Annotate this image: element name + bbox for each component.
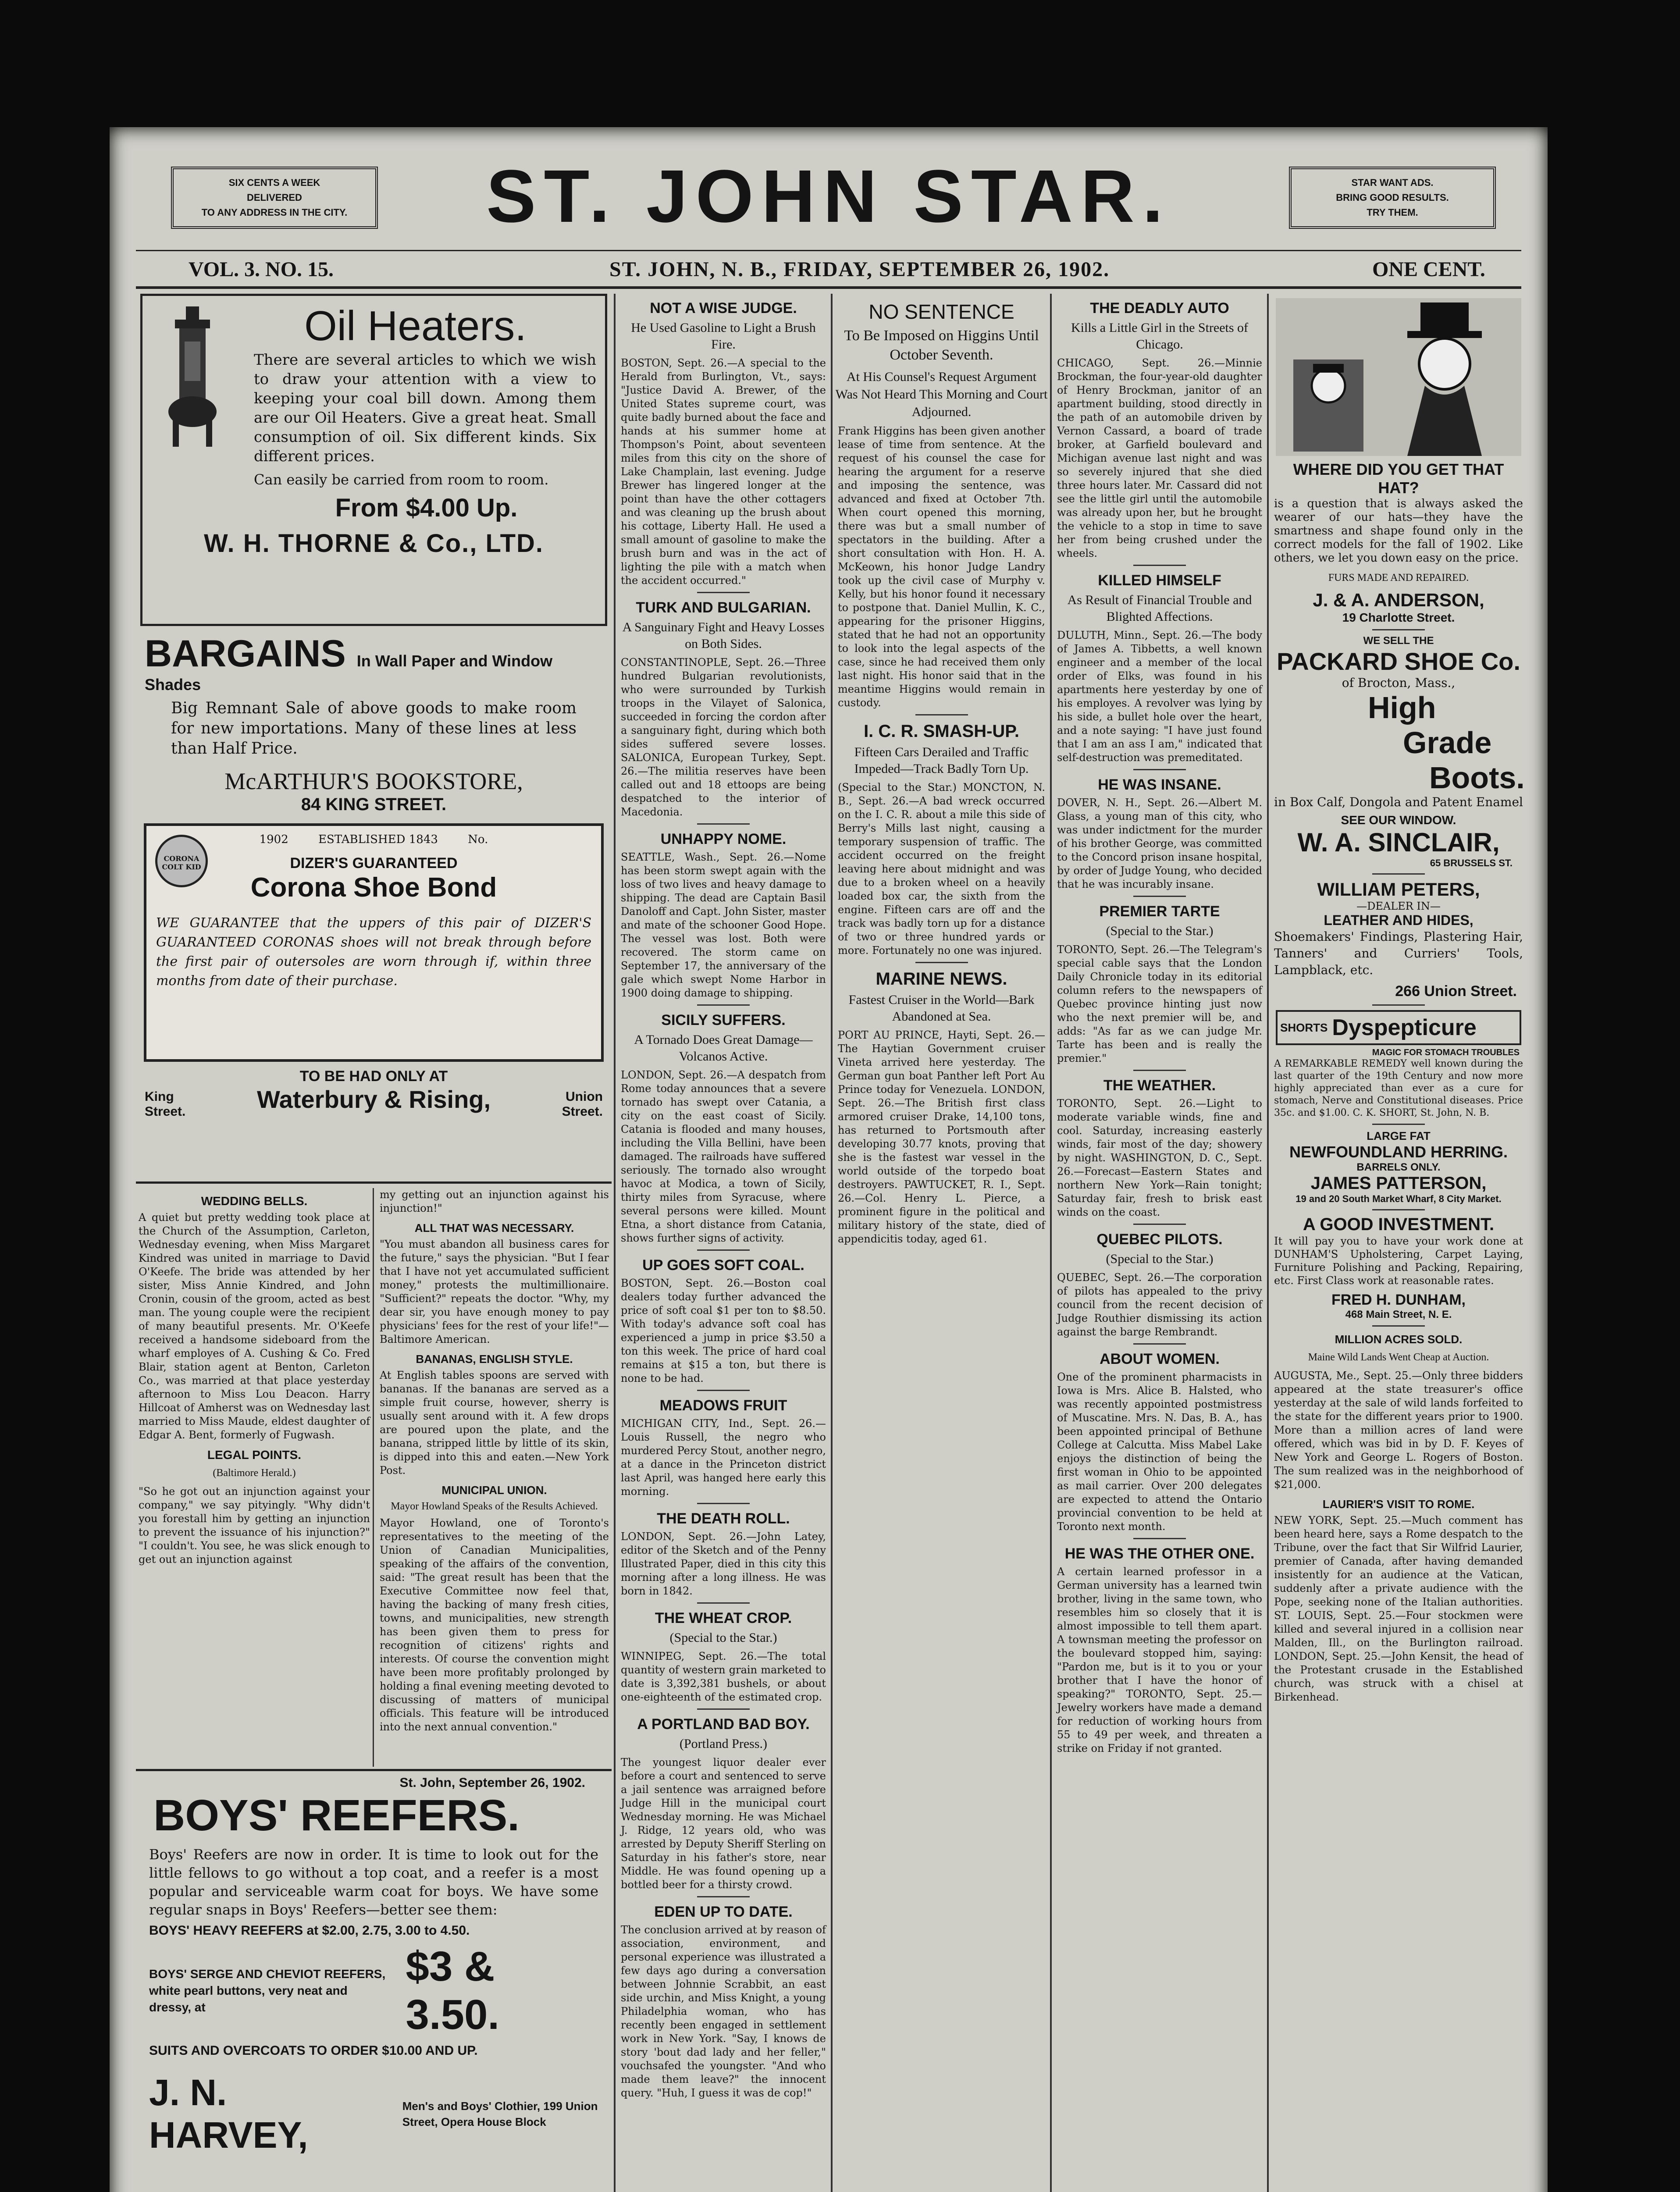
bond-seller-name: Waterbury & Rising, <box>256 1085 491 1113</box>
merchant-name: J. N. HARVEY, <box>149 2072 308 2156</box>
column-4-news <box>835 294 1048 2192</box>
article-head: At His Counsel's Request Argument Was Not Heard This Morning and Court Adjourned. <box>835 370 1048 419</box>
oil-heater-illustration <box>166 306 232 451</box>
article-head: Maine Wild Lands Went Cheap at Auction. <box>1308 1352 1489 1363</box>
column-rule <box>1050 294 1052 2192</box>
bond-number-label: No. <box>468 833 488 846</box>
article-title: THE DEATH ROLL. <box>657 1510 790 1527</box>
right-ear-line: BRING GOOD RESULTS. <box>1336 192 1449 203</box>
article-title: LAURIER'S VISIT TO ROME. <box>1322 1498 1475 1511</box>
peters-name: WILLIAM PETERS, <box>1317 879 1480 900</box>
reefers-line-1: BOYS' HEAVY REEFERS at $2.00, 2.75, 3.00 to 4.50. <box>149 1923 470 1938</box>
article-head: He Used Gasoline to Light a Brush Fire. <box>631 320 816 352</box>
reefers-date: St. John, September 26, 1902. <box>399 1776 585 1790</box>
article-title: QUEBEC PILOTS. <box>1096 1231 1223 1248</box>
dyspep-magic: MAGIC FOR STOMACH TROUBLES <box>1372 1048 1520 1057</box>
legal-points-source: (Baltimore Herald.) <box>213 1467 296 1479</box>
peters-address: 266 Union Street. <box>1395 983 1517 1000</box>
section-rule <box>136 1181 612 1184</box>
merchant-subtitle: Men's and Boys' Clothier, 199 Union Street, Opera House Block <box>402 2099 598 2128</box>
article-head: Kills a Little Girl in the Streets of Chicago. <box>1071 320 1249 352</box>
article-text: AUGUSTA, Me., Sept. 25.—Only three bidders appeared at the state treasurer's office yesterday at the sale of wild lands forfeited to the state for the different years prior to 1900. More than a million acres of land were offered, which was bid in by D. F. Keyes of New York and George L. Rogers of Boston. The sum realized was in the neighborhood of $21,000. <box>1274 1370 1523 1491</box>
bargains-subtitle: In Wall Paper and Window Shades <box>145 652 553 694</box>
hat-cartoon-illustration <box>1276 298 1521 456</box>
bargains-title: BARGAINS <box>145 633 346 675</box>
article-text: TORONTO, Sept. 26.—The Telegram's special cable says that the London Daily Chronicle today in its editorial column refers to the newspapers of Quebec province hinting just now who the next premier will be, and adds: "As far as we can judge Mr. Tarte has been and is really the premier." <box>1057 943 1262 1064</box>
bananas-text: At English tables spoons are served with bananas. If the bananas are served as a simple fruit course, however, sherry is usually sent around with it. A few drops are poured upon the plate, and the banana, stripped little by little of its skin, is dipped into this and eaten.—New York Post. <box>380 1369 609 1477</box>
article-head: (Special to the Star.) <box>1106 1252 1214 1266</box>
corona-colt-kid-badge: CORONA COLT KID <box>155 835 208 887</box>
bargains-text: Big Remnant Sale of above goods to make room for new importations. Many of these lines at less than Half Price. <box>171 699 577 758</box>
article-title: HE WAS THE OTHER ONE. <box>1064 1545 1255 1562</box>
hat-ad-sub: FURS MADE AND REPAIRED. <box>1328 572 1469 584</box>
oil-heaters-price: From $4.00 Up. <box>335 494 518 522</box>
article-title: I. C. R. SMASH-UP. <box>864 722 1019 741</box>
oil-heaters-text: There are several articles to which we wish to draw your attention with a view to keeping your coal bill down. Among them are our Oil Heaters. Give a great heat. Small consumption of oil. Six different kinds. Six different prices. <box>254 351 596 465</box>
oil-heaters-firm: W. H. THORNE & Co., LTD. <box>203 529 544 558</box>
article-text: CHICAGO, Sept. 26.—Minnie Brockman, the four-year-old daughter of Henry Brockman, janitor of an apartment building, stood directly in the path of an automobile driven by Vernon Cassard, a board of trade broker, at Garfield boulevard and Michigan avenue last night and was so severely injured that she died three hours later. Mr. Cassard did not see the little girl until the automobile was already upon her, but he brought the vehicle to a stop in time to save her from being crushed under the wheels. <box>1057 357 1262 559</box>
left-ear-line: SIX CENTS A WEEK <box>228 177 320 188</box>
herring-pre: LARGE FAT <box>1367 1129 1431 1142</box>
newspaper-title: ST. JOHN STAR. <box>486 155 1171 238</box>
reefers-text: Boys' Reefers are now in order. It is time to look out for the little fellows to go without a top coat, and a reefer is a most popular and serviceable warm coat for boys. We have some regular snaps in Boys' Reefers—better see them: <box>149 1846 598 1918</box>
herring-title: NEWFOUNDLAND HERRING. <box>1289 1143 1508 1161</box>
patterson-name: JAMES PATTERSON, <box>1310 1174 1487 1193</box>
dyspep-title: Dyspepticure <box>1332 1015 1477 1040</box>
article-text: SEATTLE, Wash., Sept. 26.—Nome has been storm swept again with the loss of two lives and heavy damage to shipping. The dead are Captain Basil Danoloff and Capt. John Sister, master and mate of the schooner Good Hope. The vessel was lost. Both were recovered. The storm came on September 17, the anniversary of the gale which swept Nome Harbor in 1900 doing damage to shipping. <box>621 851 826 999</box>
article-text: MICHIGAN CITY, Ind., Sept. 26.—Louis Russell, the negro who murdered Percy Stout, another negro, at a dance in the Princeton district last April, was hanged here early this morning. <box>621 1417 826 1498</box>
article-title: MILLION ACRES SOLD. <box>1335 1333 1463 1346</box>
packard-high: High <box>1368 690 1436 725</box>
hat-ad-text: is a question that is always asked the wearer of our hats—they have the smartness and shape found only in the correct models for the fall of 1902. Like others, we let you down easy on the price. <box>1274 497 1523 565</box>
article-text: DOVER, N. H., Sept. 26.—Albert M. Glass, a young man of this city, who was under indictment for the murder of his brother George, was committed to the Concord prison insane hospital, by order of Judge Young, who decided that he was incurably insane. <box>1057 797 1262 890</box>
shoe-bond-seller <box>136 1068 612 1120</box>
column-2-text <box>377 1188 612 1767</box>
section-rule <box>136 1769 612 1771</box>
municipal-union-head: Mayor Howland Speaks of the Results Achieved. <box>391 1501 598 1512</box>
article-title: THE DEADLY AUTO <box>1090 300 1229 317</box>
reefers-line-3: SUITS AND OVERCOATS TO ORDER $10.00 AND UP. <box>149 2043 478 2058</box>
column-3-news <box>618 294 829 2192</box>
column-rule <box>373 1188 374 1767</box>
article-text: LONDON, Sept. 26.—John Latey, editor of the Sketch and of the Penny Illustrated Paper, died in this city this morning after a long illness. He was born in 1842. <box>621 1530 826 1597</box>
article-text: The conclusion arrived at by reason of association, environment, and personal experience was illustrated a few days ago during a conversation between Johnnie Scrabbit, an east side urchin, and Miss Knight, a young Philadelphia woman, who has recently been engaged in settlement work in New York. "Say, I knows de story 'bout dad lady and her feller," vouchsafed the youngster. "And who made them leave?" the innocent query. "Huh, I guess it was de cop!" <box>621 1924 826 2099</box>
right-ear-line: STAR WANT ADS. <box>1351 177 1434 188</box>
bond-guarantee-text: WE GUARANTEE that the uppers of this pair of DIZER'S GUARANTEED CORONAS shoes will not break through before the first pair of outersoles are worn through if, within three months from date of their purchase. <box>156 915 591 989</box>
shoe-bond-ad <box>144 823 604 1062</box>
right-ear-line: TRY THEM. <box>1367 207 1418 218</box>
dyspep-text: A REMARKABLE REMEDY well known during the last quarter of the 19th Century and now more highly appreciated than ever as a cure for stomach, Nerve and Constitutional diseases. Price 35c. and $1.00. C. K. SHORT, St. John, N. B. <box>1274 1058 1523 1118</box>
article-title: NOT A WISE JUDGE. <box>650 300 797 317</box>
dunham-name: FRED H. DUNHAM, <box>1331 1292 1466 1308</box>
bananas-title: BANANAS, ENGLISH STYLE. <box>416 1352 573 1366</box>
article-head: (Special to the Star.) <box>669 1630 777 1645</box>
article-text: WINNIPEG, Sept. 26.—The total quantity of western grain marketed to date is 3,392,381 bushels, or about one-eighteenth of the estimated crop. <box>621 1650 826 1703</box>
oil-heaters-carry: Can easily be carried from room to room. <box>254 471 549 488</box>
packard-boots: Boots. <box>1429 761 1525 795</box>
issue-date: ST. JOHN, N. B., FRIDAY, SEPTEMBER 26, 1902. <box>609 258 1110 281</box>
legal-points-title: LEGAL POINTS. <box>207 1448 302 1462</box>
volume-number: VOL. 3. NO. 15. <box>189 258 334 281</box>
reefers-line-2: BOYS' SERGE AND CHEVIOT REEFERS, white pearl buttons, very neat and dressy, at <box>149 1967 386 2014</box>
wedding-bells-title: WEDDING BELLS. <box>201 1194 308 1208</box>
article-title: ABOUT WOMEN. <box>1100 1351 1220 1367</box>
necessary-text: "You must abandon all business cares for the future," says the physician. "But I fear that I have not yet accumulated sufficient money," protests the multimillionaire. "Sufficient?" repeats the doctor. "Why, my dear sir, you have enough money to pay physicians' fees for the rest of your life!"—Baltimore American. <box>380 1238 609 1345</box>
bargains-ad <box>145 632 603 815</box>
boys-reefers-ad <box>136 1776 612 2192</box>
bookstore-address: 84 KING STREET. <box>301 795 447 814</box>
masthead <box>110 127 1548 237</box>
article-title: HE WAS INSANE. <box>1098 776 1221 793</box>
article-title: THE WEATHER. <box>1103 1077 1216 1094</box>
issue-price: ONE CENT. <box>1372 258 1485 281</box>
article-text: Frank Higgins has been given another lease of time from sentence. At the request of his counsel the case for hearing the argument for a reserve and imposing the sentence, was advanced and fixed at October 7th. When court opened this morning, there was but a small number of spectators in the building. After a short consultation with Hon. H. A. McKeown, his honor Judge Landry took up the civil case of Murphy v. Kelly, but his honor found it necessary to postpone that. Daniel Mullin, K. C., appearing for the prisoner Higgins, stated that he had not an opportunity to look into the legal aspects of the case, since he had received them only last night. His honor said that in the meantime Higgins would remain in custody. <box>838 425 1045 709</box>
bond-year: 1902 <box>259 833 288 846</box>
article-text: BOSTON, Sept. 26.—A special to the Herald from Burlington, Vt., says: "Justice David A. Brewer, of the United States supreme court, was quite badly burned about the face and hands at his summer home at Thompson's Point, about seventeen miles from this city on the shore of Lake Champlain, last evening. Judge Brewer has lingered longer at the point than have the other cottagers and was cleaning up the brush about his cottage, Liberty Hall. He used a small amount of gasoline to make the brush burn and was in the act of lighting the pile with a match when the accident occurred." <box>621 357 826 587</box>
column-5-news <box>1054 294 1265 2192</box>
article-text: One of the prominent pharmacists in Iowa is Mrs. Alice B. Halsted, who was recently appointed postmistress of Muscatine. Mrs. N. Das, B. A., has been appointed principal of Bethune College at Calcutta. Miss Mabel Lake enjoys the distinction of being the first woman in Ohio to be appointed as mail carrier. Over 200 delegates are expected to attend the Ontario provincial convention to be held at Toronto next month. <box>1057 1371 1262 1533</box>
herring-sub: BARRELS ONLY. <box>1356 1161 1441 1173</box>
sinclair-name: W. A. SINCLAIR, <box>1297 828 1500 857</box>
article-head: Fastest Cruiser in the World—Bark Abandoned at Sea. <box>848 993 1035 1024</box>
hat-ad-title: WHERE DID YOU GET THAT HAT? <box>1293 460 1504 497</box>
municipal-union-title: MUNICIPAL UNION. <box>441 1484 547 1497</box>
legal-points-continued: my getting out an injunction against his injunction!" <box>380 1189 609 1214</box>
left-ear-line: DELIVERED <box>247 192 302 203</box>
ads-column-left <box>136 294 612 1175</box>
article-title: UP GOES SOFT COAL. <box>642 1257 804 1274</box>
reefers-title: BOYS' REEFERS. <box>153 1791 520 1840</box>
necessary-title: ALL THAT WAS NECESSARY. <box>414 1221 574 1235</box>
dunham-address: 468 Main Street, N. E. <box>1345 1309 1452 1320</box>
packard-title: PACKARD SHOE Co. <box>1277 648 1520 675</box>
article-title: MEADOWS FRUIT <box>659 1397 787 1414</box>
bond-street-left: King Street. <box>145 1089 186 1119</box>
article-head: A Tornado Does Great Damage—Volcanos Active. <box>634 1032 813 1064</box>
packard-of: of Brocton, Mass., <box>1342 676 1456 690</box>
article-title: KILLED HIMSELF <box>1098 572 1221 589</box>
bookstore-name: McARTHUR'S BOOKSTORE, <box>224 768 523 794</box>
packard-grade: Grade <box>1403 726 1492 760</box>
right-ear-box <box>1289 167 1496 229</box>
newspaper-page <box>110 127 1548 2192</box>
article-head: To Be Imposed on Higgins Until October Seventh. <box>844 327 1039 363</box>
column-rule <box>1267 294 1269 2192</box>
article-head: A Sanguinary Fight and Heavy Losses on Both Sides. <box>622 620 825 651</box>
column-rule <box>614 294 616 2192</box>
peters-text: Shoemakers' Findings, Plastering Hair, Tanners' and Curriers' Tools, Lampblack, etc. <box>1274 929 1523 977</box>
packard-text: in Box Calf, Dongola and Patent Enamel <box>1274 795 1523 809</box>
article-text: NEW YORK, Sept. 25.—Much comment has been heard here, says a Rome despatch to the Tribune, over the fact that Sir Wilfrid Laurier, premier of Canada, after having demanded insistently for an audience at the Vatican, suddenly after a private audience with the Pope, seeking none of the Italian authorities. ST. LOUIS, Sept. 25.—Four stockmen were killed and several injured in a collision near Malden, Ill., on the Burlington railroad. LONDON, Sept. 25.—John Kensit, the head of the Protestant crusade in the Established church, was struck with a chisel at Birkenhead. <box>1274 1514 1523 1703</box>
bond-sold-at: TO BE HAD ONLY AT <box>299 1068 448 1085</box>
article-title: UNHAPPY NOME. <box>660 831 787 847</box>
article-text: CONSTANTINOPLE, Sept. 26.—Three hundred Bulgarian revolutionists, who were surrounded by Turkish troops in the Vilayet of Salonica, succeeded in forcing the cordon after a sanguinary fight, during which both sides suffered severe losses. SALONICA, European Turkey, Sept. 26.—The militia reserves have been called out and 18 ettoops are being despatched to the interior of Macedonia. <box>621 656 826 818</box>
article-head: As Result of Financial Trouble and Blighted Affections. <box>1067 593 1252 624</box>
article-text: PORT AU PRINCE, Hayti, Sept. 26.—The Haytian Government cruiser Vineta arrived here yesterday. The German gun boat Panther left Port Au Prince today for Venezuela. LONDON, Sept. 26.—The British first class armored cruiser Drake, 14,100 tons, has returned to Portsmouth after developing 30.77 knots, proving that she is the fastest war vessel in the world outside of the torpedo boat destroyers. PAWTUCKET, R. I., Sept. 26.—Col. Henry L. Pierce, a prominent figure in the political and military history of the state, died of appendicitis today, aged 61. <box>838 1029 1045 1245</box>
article-title: MARINE NEWS. <box>876 969 1007 989</box>
peters-goods: LEATHER AND HIDES, <box>1324 912 1474 928</box>
article-title: PREMIER TARTE <box>1099 903 1220 920</box>
anderson-name: J. & A. ANDERSON, <box>1313 590 1484 610</box>
article-head: (Special to the Star.) <box>1106 924 1214 938</box>
anderson-address: 19 Charlotte Street. <box>1342 611 1455 624</box>
article-text: A certain learned professor in a German university has a learned twin brother, living in the same town, who resembles him so closely that it is almost impossible to tell them apart. A townsman meeting the professor on the boulevard stopped him, saying: "Pardon me, but is it to you or your brother that I have the honor of speaking?" TORONTO, Sept. 25.—Jewelry workers have made a demand for reduction of working hours from 55 to 49 per week, and threaten a strike on Friday if not granted. <box>1057 1566 1262 1754</box>
sinclair-address: 65 BRUSSELS ST. <box>1430 858 1513 868</box>
dyspep-shorts: SHORTS <box>1280 1021 1328 1034</box>
article-text: TORONTO, Sept. 26.—Light to moderate variable winds, fine and cool. Saturday, increasing easterly winds, fair most of the day; showery by night. WASHINGTON, D. C., Sept. 26.—Forecast—Eastern States and northern New York—Rain tonight; Saturday fair, fresh to brisk east winds on the coast. <box>1057 1097 1262 1218</box>
municipal-union-text: Mayor Howland, one of Toronto's representatives to the meeting of the Union of Canadian Municipalities, speaking of the affairs of the convention, said: "The great result has been that the Executive Committee now feel that, having the backing of many fresh cities, towns, and municipalities, new strength has been given them to press for recognition of citizens' rights and interests. Of course the convention might have been more profitably prolonged by holding a final evening meeting devoted to discussing of matters of municipal officials. This feature will be introduced into the next annual convention." <box>380 1517 609 1733</box>
dateline <box>136 250 1521 289</box>
article-text: The youngest liquor dealer ever before a court and sentenced to serve a jail sentence was arraigned before Judge Hill in the municipal court Wednesday morning. He was Michael J. Ridge, 12 years old, who was arrested by Deputy Sheriff Sterling on Saturday in his father's store, near Middle. He was found opening up a bottled beer for a thirsty crowd. <box>621 1756 826 1891</box>
peters-dealer: —DEALER IN— <box>1356 900 1441 912</box>
bond-street-right: Union Street. <box>562 1089 603 1119</box>
bond-established: ESTABLISHED 1843 <box>318 833 438 846</box>
article-text: (Special to the Star.) MONCTON, N. B., Sept. 26.—A bad wreck occurred on the I. C. R. about a mile this side of Berry's Mills last night, causing a temporary suspension of traffic. The accident occurred on the freight leaving here about midnight and was due to a broken wheel on a heavily loaded box car, the sixth from the engine. Fifteen cars are off and the track was badly torn up for a distance of two or three hundred yards or more. Fortunately no one was injured. <box>838 781 1045 957</box>
article-text: LONDON, Sept. 26.—A despatch from Rome today announces that a severe tornado has swept over Catania, a city on the east coast of Sicily. Catania is flooded and many houses, including the Villa Bellini, have been damaged. The railroads have suffered seriously. The tornado also wrought havoc at Modica, a town of Sicily, thirty miles from Syracuse, where several persons were killed. Mount Etna, a short distance from Catania, shows further signs of activity. <box>621 1069 826 1244</box>
article-title: TURK AND BULGARIAN. <box>636 599 811 616</box>
packard-pre: WE SELL THE <box>1363 635 1434 647</box>
legal-points-text: "So he got out an injunction against your company," we say pityingly. "Why didn't you forestall him by getting an injunction to prevent the issuance of his injunction?" "I couldn't. You see, he was slick enough to get out an injunction against <box>139 1485 370 1566</box>
article-title: SICILY SUFFERS. <box>661 1012 786 1028</box>
oil-heaters-title: Oil Heaters. <box>304 302 527 349</box>
oil-heaters-ad <box>140 294 607 626</box>
column-rule <box>831 294 833 2192</box>
reefers-price: $3 & 3.50. <box>406 1943 500 2038</box>
article-head: Fifteen Cars Derailed and Traffic Impeded—Track Badly Torn Up. <box>854 745 1029 776</box>
dyspepticure-logo <box>1276 1010 1521 1045</box>
column-1-text <box>136 1188 373 1767</box>
article-text: DULUTH, Minn., Sept. 26.—The body of James A. Tibbetts, a well known engineer and a member of the local order of Elks, was found in his apartments here yesterday by one of his employes. A revolver was lying by his side, a bullet hole over the heart, and a note saying: "I have just found that I am an ass I am," indicated that self-destruction was premeditated. <box>1057 629 1262 764</box>
article-title: THE WHEAT CROP. <box>655 1610 792 1626</box>
patterson-address: 19 and 20 South Market Wharf, 8 City Market. <box>1296 1193 1502 1204</box>
article-head: (Portland Press.) <box>680 1737 767 1751</box>
wedding-bells-text: A quiet but pretty wedding took place at the Church of the Assumption, Carleton, Wednesday evening, when Miss Margaret Kindred was united in marriage to David O'Keefe. The bride was attended by her sister, Miss Annie Kindred, and John Cronin, cousin of the groom, acted as best man. The young couple were the recipient of many beautiful presents. Mr. O'Keefe received a handsome sideboard from the wharf employes of A. Cushing & Co. Fred Blair, station agent at Benton, Carleton Co., was married at that place yesterday afternoon to Miss Lou Deacon. Harry Hillcoat of Amherst was on Wednesday last married to Miss Maude, eldest daughter of Edgar A. Bent, formerly of Fugwash. <box>139 1211 370 1441</box>
left-ear-line: TO ANY ADDRESS IN THE CITY. <box>201 207 348 218</box>
article-title: A PORTLAND BAD BOY. <box>637 1716 810 1733</box>
article-title: NO SENTENCE <box>868 300 1014 323</box>
article-text: QUEBEC, Sept. 26.—The corporation of pilots has appealed to the privy council from the recent decision of Judge Routhier dismissing its action against the barge Rembrandt. <box>1057 1271 1262 1338</box>
ads-column-right <box>1271 294 1526 2192</box>
bond-heading: DIZER'S GUARANTEED <box>290 855 458 872</box>
investment-text: It will pay you to have your work done at DUNHAM'S Upholstering, Carpet Laying, Furniture Polishing and Packing, Repairing, etc. First Class work at reasonable rates. <box>1274 1235 1523 1287</box>
packard-see: SEE OUR WINDOW. <box>1341 813 1456 827</box>
bond-title: Corona Shoe Bond <box>250 872 497 903</box>
article-text: BOSTON, Sept. 26.—Boston coal dealers today further advanced the price of soft coal $1 per ton to $8.50. With today's advance soft coal has experienced a jump in price $3.50 a ton this week. The price of hard coal remains at $15 a ton, but there is none to be had. <box>621 1277 826 1384</box>
article-title: EDEN UP TO DATE. <box>654 1904 793 1920</box>
investment-title: A GOOD INVESTMENT. <box>1303 1215 1495 1234</box>
